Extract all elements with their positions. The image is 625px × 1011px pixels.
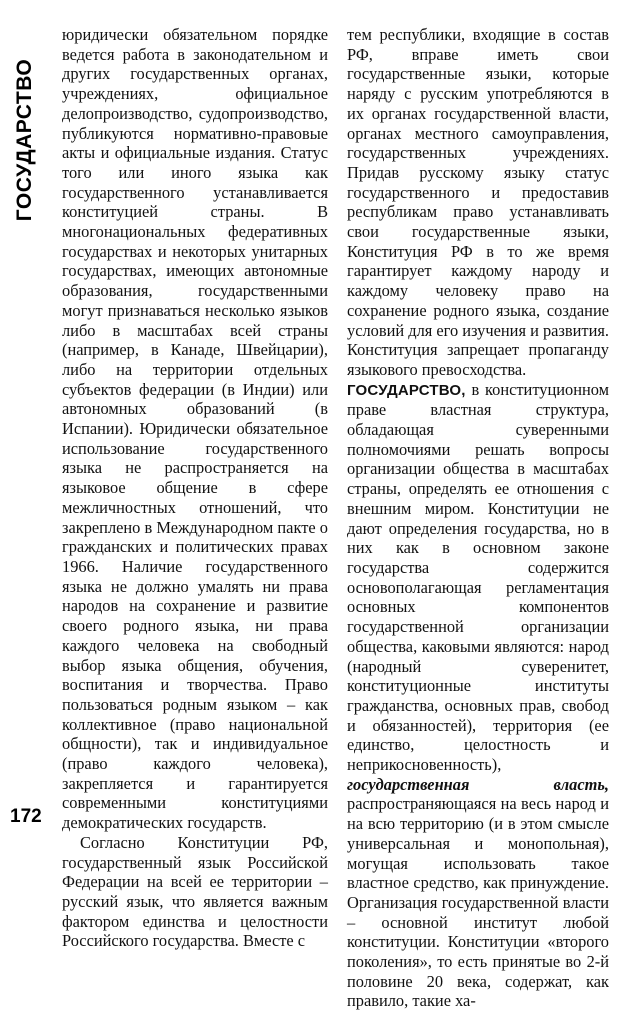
running-title (5, 40, 45, 240)
page-number: 172 (10, 806, 42, 827)
dictionary-entry (347, 380, 609, 1011)
running-title-text: ГОСУДАРСТВО (13, 58, 36, 222)
entry-emphasis: государственная власть, (347, 774, 609, 794)
right-column (347, 25, 609, 1011)
left-paragraph-1: юридически обязательном порядке ведется работа в законодательном и других государственных органах, учреждениях, официальное делопроизводство, судопроизводство, публикуются нормативно-правовые акты и официальные издания. Статус того или иного языка как государственного устанавливается конституцией страны. В многонациональных федеративных государствах и некоторых унитарных государствах, имеющих автономные образования, государственными могут признаваться несколько языков либо в масштабах всей страны (например, в Канаде, Швейцарии), либо на территории отдельных субъектов федерации (в Индии) или автономных образований (в Испании). Юридически обязательное использование государственного языка не распространяется на языковое общение в сфере межличностных отношений, что закреплено в Международном пакте о гражданских и политических правах 1966. Наличие государственного языка не должно умалять ни права народов на сохранение и развитие своего родного языка, ни права каждого человека на свободный выбор языка общения, обучения, воспитания и творчества. Право пользоваться родным языком – как коллективное (право национальной общности), так и индивидуальное (право каждого человека), закрепляется и гарантируется современными конституциями демократических государств. (62, 25, 328, 833)
right-paragraph-1: тем республики, входящие в состав РФ, вправе иметь свои государственные языки, которые наряду с русским употребляются в их органах государственной власти, органах местного самоуправления, государственных учреждениях. Придав русскому языку статус государственного и предоставив республикам право устанавливать свои государственные языки, Конституция РФ в то же время гарантирует каждому народу и каждому человеку право на сохранение родного языка, создание условий для его изучения и развития. Конституция запрещает пропаганду языкового превосходства. (347, 25, 609, 379)
entry-term: ГОСУДАРСТВО, (347, 381, 466, 399)
entry-text-1: в конституционном праве властная структура, обладающая суверенными полномочиями решать вопросы организации общества в масштабах страны, определять ее отношения с внешним миром. Конституции не дают определения государства, но в них как в основном законе государства содержится основополагающая регламентация основных компонентов государственной организации общества, каковыми являются: народ (народный суверенитет, конституционные институты гражданства, основных прав, свобод и обязанностей), территория (ее единство, целостность и неприкосновенность), (347, 379, 609, 775)
left-column (62, 25, 328, 951)
entry-text-2: распространяющаяся на весь народ и на всю территорию (и в этом смысле универсальная и монопольная), могущая использовать такое властное средство, как принуждение. Организация государственной власти – основной институт любой конституции. Конституции «второго поколения», то есть принятые во 2-й половине 20 века, содержат, как правило, такие ха- (347, 794, 609, 1011)
left-paragraph-2: Согласно Конституции РФ, государственный язык Российской Федерации на всей ее территории – русский язык, что является важным фактором единства и целостности Российского государства. Вместе с (62, 832, 328, 951)
